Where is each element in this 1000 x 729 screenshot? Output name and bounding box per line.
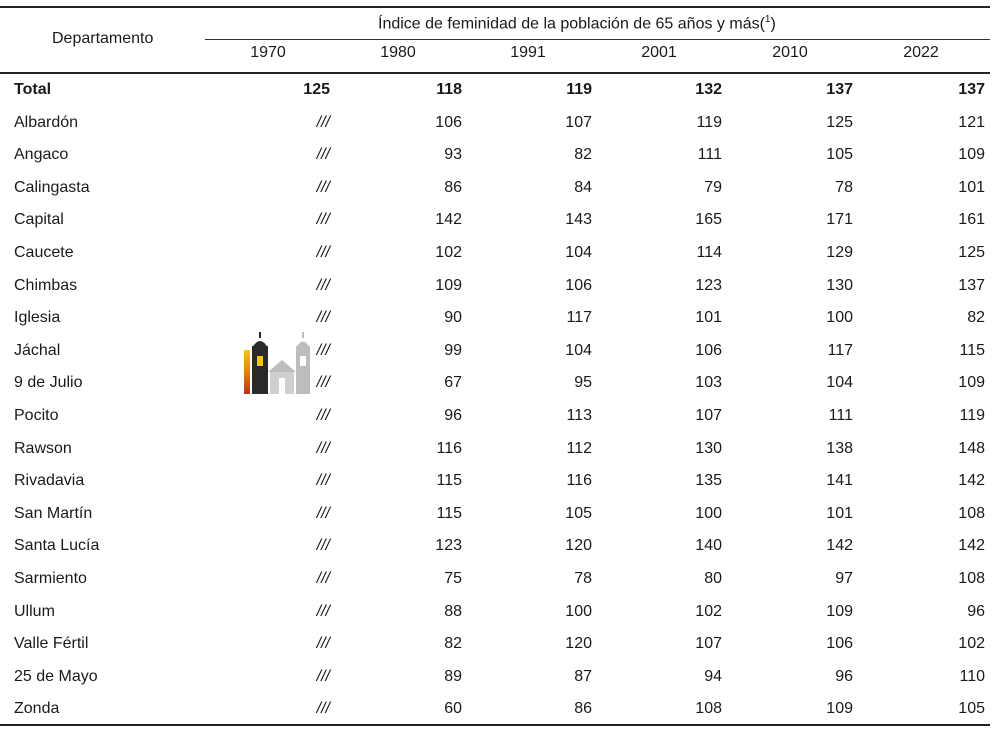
cell-2022: 121 xyxy=(958,113,985,131)
cell-1980: 102 xyxy=(435,244,462,261)
cell-1980: 96 xyxy=(444,407,462,424)
cell-2022: 148 xyxy=(958,439,985,457)
cell-2001: 103 xyxy=(695,374,722,392)
cell-1970: /// xyxy=(316,472,330,490)
cell-2001: 79 xyxy=(704,178,722,196)
cell-2001: 107 xyxy=(695,635,722,653)
row-label: Chimbas xyxy=(14,276,78,294)
row-label: Valle Fértil xyxy=(14,635,89,653)
year-header-2001: 2001 xyxy=(641,44,677,61)
row-label: Jáchal xyxy=(14,341,61,359)
cell-2022: 109 xyxy=(958,146,985,164)
cell-2022: 96 xyxy=(967,602,985,620)
table-bottom-rule xyxy=(0,724,990,726)
cell-1991: 107 xyxy=(565,113,592,131)
table-row xyxy=(0,661,1000,693)
cell-2010: 100 xyxy=(826,309,853,327)
cell-1980: 116 xyxy=(436,439,462,457)
cell-2022: 105 xyxy=(958,700,985,718)
table-row xyxy=(0,498,1000,530)
cell-2001: 107 xyxy=(695,407,722,424)
group-header-text: Índice de feminidad de la población de 65 años y más( xyxy=(378,15,765,33)
cell-1980: 75 xyxy=(444,570,462,587)
table-row xyxy=(0,172,1000,204)
cell-2001: 123 xyxy=(695,276,722,294)
cell-2001: 135 xyxy=(695,472,722,490)
cell-1991: 112 xyxy=(566,439,592,457)
table-row xyxy=(0,400,1000,432)
cell-1991: 117 xyxy=(566,309,592,327)
cell-2022: 119 xyxy=(959,407,985,424)
cell-1970: /// xyxy=(316,276,330,294)
cell-1970: /// xyxy=(316,374,330,392)
cell-1991: 82 xyxy=(574,146,592,164)
cell-1970: /// xyxy=(316,439,330,457)
cell-2010: 97 xyxy=(835,570,853,587)
row-label: Rawson xyxy=(14,439,72,457)
table-row xyxy=(0,139,1000,171)
cell-1980: 93 xyxy=(444,146,462,164)
row-label: Rivadavia xyxy=(14,472,85,490)
row-label: Albardón xyxy=(14,113,79,131)
cell-1991: 104 xyxy=(565,341,592,359)
cell-2022: 142 xyxy=(958,472,985,490)
table-row xyxy=(0,302,1000,334)
cell-1980: 89 xyxy=(444,667,462,685)
cell-1991: 78 xyxy=(574,570,592,587)
cell-2001: 100 xyxy=(695,504,722,522)
cell-2022: 108 xyxy=(958,570,985,587)
cell-1970: /// xyxy=(316,341,330,359)
cell-1970: /// xyxy=(316,407,330,424)
cell-1980: 115 xyxy=(436,504,462,522)
cell-1991: 120 xyxy=(565,537,592,555)
table-row xyxy=(0,628,1000,660)
cell-2022: 109 xyxy=(958,374,985,392)
cell-2001: 102 xyxy=(695,602,722,620)
row-label: Sarmiento xyxy=(14,570,87,587)
cell-1991: 120 xyxy=(565,635,592,653)
cell-1980: 90 xyxy=(444,309,462,327)
cell-1980: 123 xyxy=(435,537,462,555)
cell-1980: 115 xyxy=(436,472,462,490)
cell-1991: 84 xyxy=(574,178,592,196)
group-header-underline xyxy=(205,39,990,40)
cell-2022: 110 xyxy=(959,667,985,685)
table-row xyxy=(0,335,1000,367)
row-label: Pocito xyxy=(14,407,59,424)
cell-1970: /// xyxy=(316,570,330,587)
row-label: Caucete xyxy=(14,244,74,261)
cell-2001: 140 xyxy=(695,537,722,555)
table-row xyxy=(0,530,1000,562)
cell-2022: 108 xyxy=(958,504,985,522)
cell-2010: 171 xyxy=(826,211,853,229)
cell-2022: 137 xyxy=(958,276,985,294)
year-header-1991: 1991 xyxy=(510,44,546,61)
cell-2022: 115 xyxy=(959,341,985,359)
cell-1991: 119 xyxy=(566,81,592,98)
cell-1980: 118 xyxy=(436,81,462,98)
group-header-close: ) xyxy=(770,15,776,33)
table-row xyxy=(0,270,1000,302)
table-row xyxy=(0,367,1000,399)
table-top-rule xyxy=(0,6,990,8)
cell-2022: 101 xyxy=(958,178,985,196)
cell-1980: 88 xyxy=(444,602,462,620)
cell-1991: 106 xyxy=(565,276,592,294)
cell-2010: 105 xyxy=(826,146,853,164)
row-label: Capital xyxy=(14,211,64,229)
cell-2001: 108 xyxy=(695,700,722,718)
cell-1991: 143 xyxy=(565,211,592,229)
cell-1970: /// xyxy=(316,504,330,522)
cell-1970: /// xyxy=(316,244,330,261)
row-label: San Martín xyxy=(14,504,93,522)
row-label: Calingasta xyxy=(14,178,90,196)
cell-2010: 130 xyxy=(826,276,853,294)
cell-2001: 94 xyxy=(704,667,722,685)
row-label: Zonda xyxy=(14,700,60,718)
cell-2022: 142 xyxy=(958,537,985,555)
cell-1980: 60 xyxy=(444,700,462,718)
cell-1970: /// xyxy=(316,211,330,229)
cell-1970: /// xyxy=(316,537,330,555)
cell-2010: 109 xyxy=(826,602,853,620)
church-watermark-icon xyxy=(244,332,316,394)
table-row xyxy=(0,693,1000,725)
group-header-title xyxy=(378,14,776,33)
cell-2001: 114 xyxy=(696,244,722,261)
cell-2010: 78 xyxy=(835,178,853,196)
cell-2001: 132 xyxy=(695,81,722,98)
year-header-1980: 1980 xyxy=(380,44,416,61)
cell-2010: 129 xyxy=(826,244,853,261)
table-row-total xyxy=(0,74,1000,106)
cell-1991: 86 xyxy=(574,700,592,718)
row-label: 25 de Mayo xyxy=(14,667,98,685)
table-row xyxy=(0,563,1000,595)
row-label: Ullum xyxy=(14,602,55,620)
cell-1970: 125 xyxy=(303,81,330,98)
year-header-2010: 2010 xyxy=(772,44,808,61)
row-label: 9 de Julio xyxy=(14,374,83,392)
table-row xyxy=(0,204,1000,236)
cell-1970: /// xyxy=(316,146,330,164)
cell-1980: 67 xyxy=(444,374,462,392)
cell-1970: /// xyxy=(316,700,330,718)
cell-2001: 106 xyxy=(695,341,722,359)
cell-1980: 106 xyxy=(435,113,462,131)
table-row xyxy=(0,107,1000,139)
cell-1980: 99 xyxy=(444,341,462,359)
cell-2010: 125 xyxy=(826,113,853,131)
cell-2010: 101 xyxy=(826,504,853,522)
cell-1970: /// xyxy=(316,635,330,653)
cell-2010: 142 xyxy=(826,537,853,555)
cell-2001: 165 xyxy=(695,211,722,229)
cell-1991: 113 xyxy=(566,407,592,424)
row-label: Santa Lucía xyxy=(14,537,100,555)
year-header-1970: 1970 xyxy=(250,44,286,61)
cell-1970: /// xyxy=(316,602,330,620)
cell-1980: 142 xyxy=(435,211,462,229)
cell-1980: 86 xyxy=(444,178,462,196)
row-label: Angaco xyxy=(14,146,69,164)
cell-2001: 80 xyxy=(704,570,722,587)
cell-2022: 125 xyxy=(958,244,985,261)
cell-2010: 109 xyxy=(826,700,853,718)
year-header-2022: 2022 xyxy=(903,44,939,61)
cell-2022: 161 xyxy=(958,211,985,229)
cell-2010: 138 xyxy=(826,439,853,457)
cell-2001: 119 xyxy=(696,113,722,131)
cell-1991: 104 xyxy=(565,244,592,261)
cell-2001: 111 xyxy=(697,146,722,164)
row-label: Total xyxy=(14,81,52,98)
column-header-departamento: Departamento xyxy=(52,30,154,47)
cell-1991: 100 xyxy=(565,602,592,620)
cell-2010: 117 xyxy=(827,341,853,359)
cell-1980: 109 xyxy=(435,276,462,294)
cell-2022: 137 xyxy=(958,81,985,98)
cell-1970: /// xyxy=(316,309,330,327)
row-label: Iglesia xyxy=(14,309,61,327)
cell-2010: 96 xyxy=(835,667,853,685)
cell-1970: /// xyxy=(316,113,330,131)
cell-1991: 116 xyxy=(566,472,592,490)
table-row xyxy=(0,465,1000,497)
cell-2010: 104 xyxy=(826,374,853,392)
cell-2001: 101 xyxy=(695,309,722,327)
cell-2010: 106 xyxy=(826,635,853,653)
cell-1970: /// xyxy=(316,667,330,685)
cell-2022: 82 xyxy=(967,309,985,327)
cell-1991: 95 xyxy=(574,374,592,392)
cell-2010: 141 xyxy=(826,472,853,490)
table-row xyxy=(0,237,1000,269)
cell-2010: 137 xyxy=(826,81,853,98)
cell-1991: 87 xyxy=(574,667,592,685)
cell-1970: /// xyxy=(316,178,330,196)
cell-1980: 82 xyxy=(444,635,462,653)
group-header-footnote: 1 xyxy=(764,14,771,25)
cell-2010: 111 xyxy=(828,407,853,424)
table-row xyxy=(0,596,1000,628)
cell-2001: 130 xyxy=(695,439,722,457)
cell-1991: 105 xyxy=(565,504,592,522)
cell-2022: 102 xyxy=(958,635,985,653)
table-row xyxy=(0,433,1000,465)
